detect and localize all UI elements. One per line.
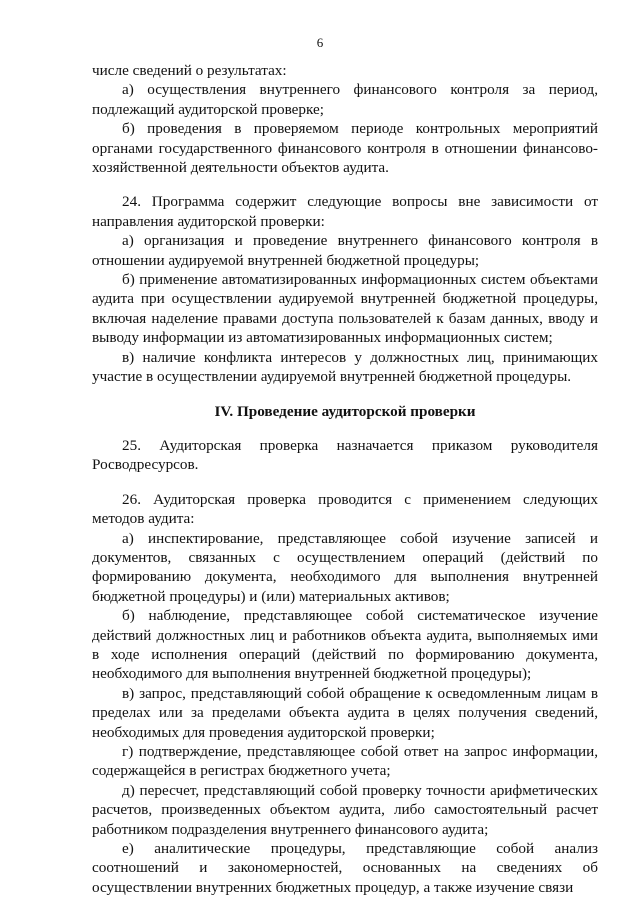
list-item-24c: в) наличие конфликта интересов у должностных лиц, принимающих участие в осуществлении аудируемой внутренней бюджетной процедуры. [92,348,598,386]
list-item-26c: в) запрос, представляющий собой обращение к осведомленным лицам в пределах или за пределами объекта аудита в целях получения сведений, необходимых для проведения аудиторской проверки; [92,684,598,741]
list-item-26e: д) пересчет, представляющий собой проверку точности арифметических расчетов, произведенных объектом аудита, либо самостоятельный расчет работником подразделения внутреннего финансового аудита; [92,781,598,838]
paragraph-26: 26. Аудиторская проверка проводится с применением следующих методов аудита: [92,490,598,528]
list-item-24a: а) организация и проведение внутреннего финансового контроля в отношении аудируемой внутренней бюджетной процедуры; [92,232,598,269]
list-item-24b: б) применение автоматизированных информационных систем объектами аудита при осуществлении аудируемой внутренней бюджетной процедуры, включая наделение правами доступа пользователей к базам данных, вводу и выводу информации из автоматизированных информационных систем; [92,271,598,347]
document-body [92,61,598,897]
list-item-a-control: а) осуществления внутреннего финансового контроля за период, подлежащий аудиторской проверке; [92,81,598,118]
list-item-26b: б) наблюдение, представляющее собой систематическое изучение действий должностных лиц и работников объекта аудита, выполняемых ими в ходе исполнения операций (действий по формированию документа, необходимого для выполнения внутренней бюджетной процедуры); [92,607,598,683]
section-title: IV. Проведение аудиторской проверки [214,402,476,420]
list-item-26a: а) инспектирование, представляющее собой изучение записей и документов, связанных с осуществлением операций (действий по формированию документа, необходимого для выполнения внутренней бюджетной процедуры) и (или) материальных активов; [92,529,598,605]
paragraph-25: 25. Аудиторская проверка назначается приказом руководителя Росводресурсов. [92,436,598,474]
paragraph-gap [92,421,598,436]
paragraph-gap [92,177,598,192]
paragraph-24: 24. Программа содержит следующие вопросы вне зависимости от направления аудиторской проверки: [92,193,598,230]
paragraph-continuation: числе сведений о результатах: [92,62,287,79]
page-number: 6 [316,35,324,50]
paragraph-gap [92,387,598,402]
paragraph-gap [92,475,598,490]
list-item-b-control: б) проведения в проверяемом периоде контрольных мероприятий органами государственного финансового контроля в отношении финансово-хозяйственной деятельности объектов аудита. [92,120,598,177]
list-item-26f: е) аналитические процедуры, представляющие собой анализ соотношений и закономерностей, основанных на сведениях об осуществлении внутренних бюджетных процедур, а также изучение связи [92,840,598,896]
list-item-26d: г) подтверждение, представляющее собой ответ на запрос информации, содержащейся в регистрах бюджетного учета; [92,743,598,780]
